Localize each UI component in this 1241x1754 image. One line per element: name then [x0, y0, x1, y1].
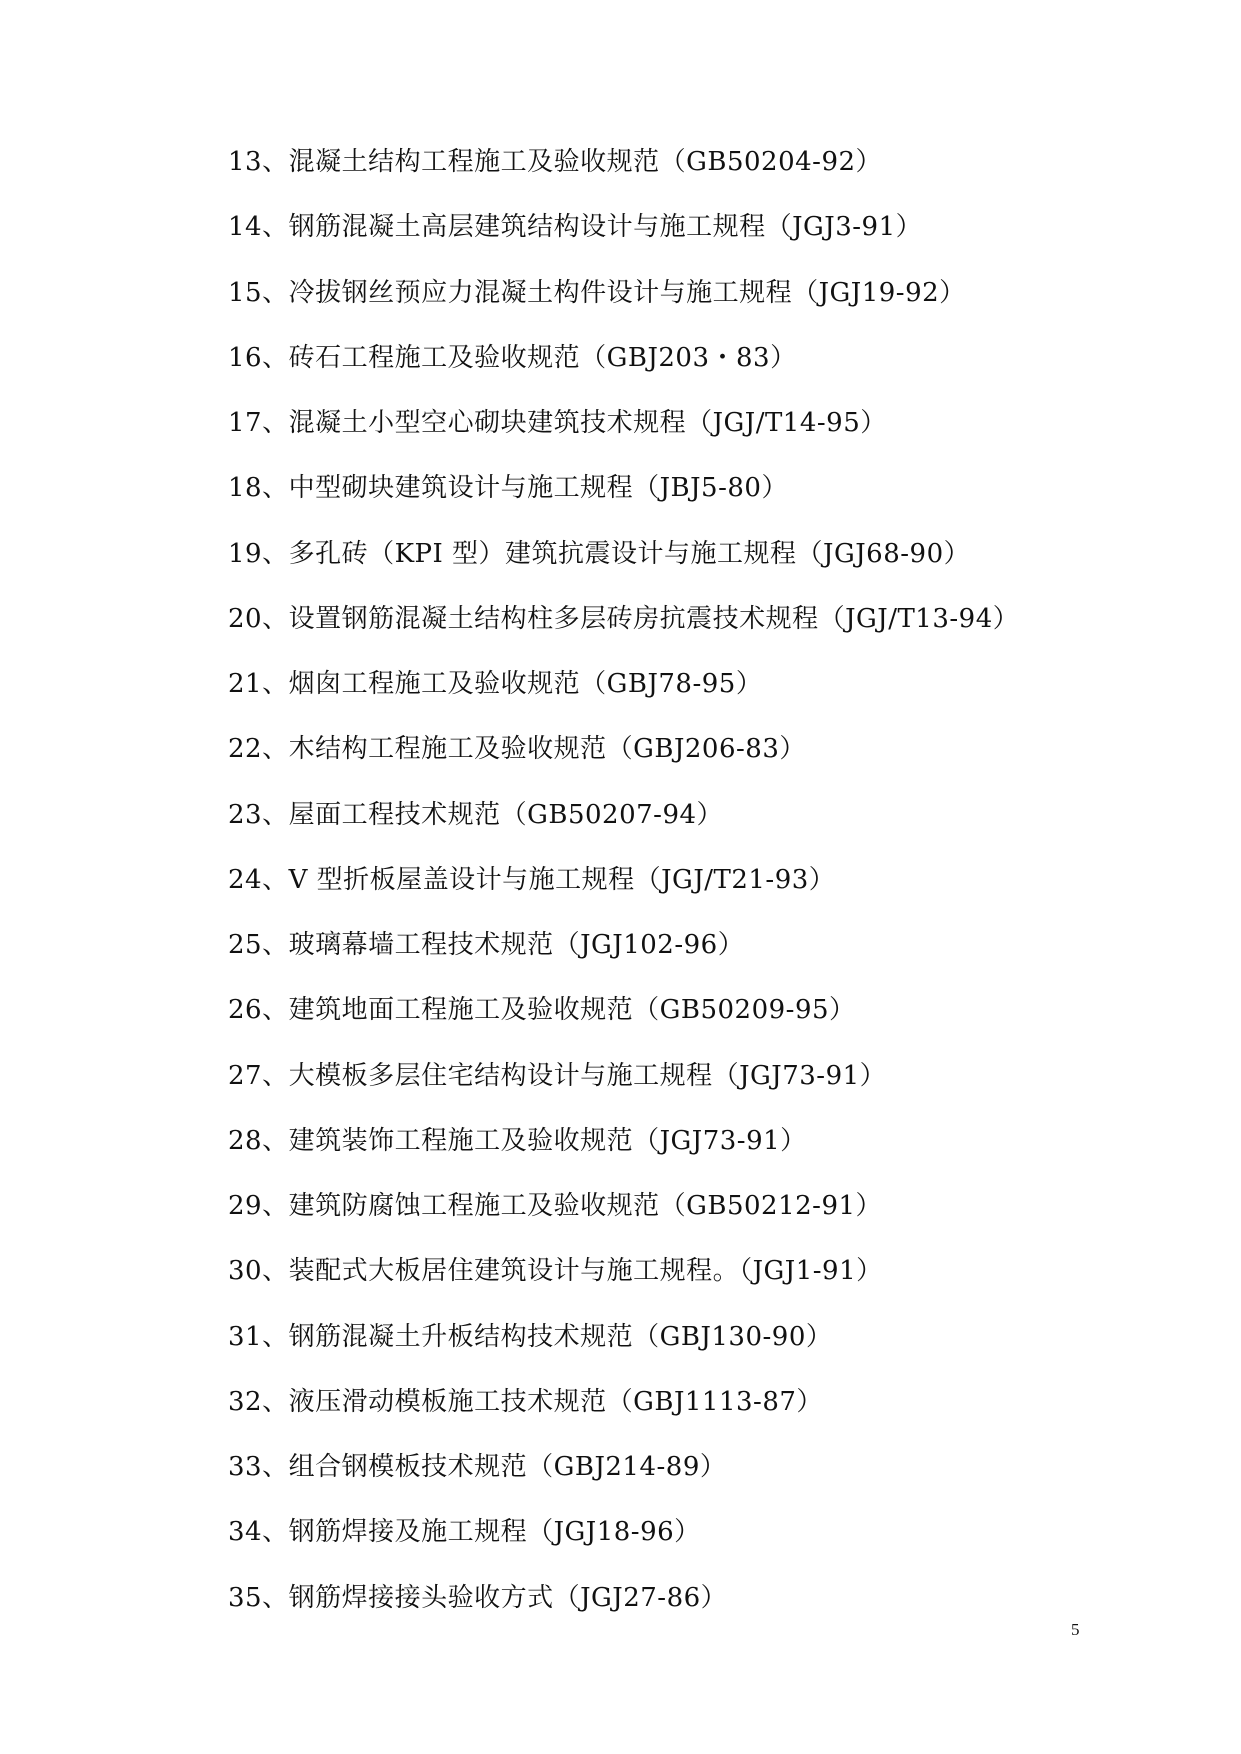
list-item: 13、混凝土结构工程施工及验收规范（GB50204-92） — [228, 147, 883, 177]
list-item: 35、钢筋焊接接头验收方式（JGJ27-86） — [228, 1582, 728, 1613]
list-item: 21、烟囱工程施工及验收规范（GBJ78-95） — [228, 669, 763, 699]
list-item: 17、混凝土小型空心砌块建筑技术规程（JGJ/T14-95） — [228, 408, 887, 438]
list-item: 31、钢筋混凝土升板结构技术规范（GBJ130-90） — [228, 1321, 833, 1352]
list-item: 34、钢筋焊接及施工规程（JGJ18-96） — [228, 1517, 701, 1548]
list-item: 27、大模板多层住宅结构设计与施工规程（JGJ73-91） — [228, 1060, 887, 1091]
list-item: 22、木结构工程施工及验收规范（GBJ206-83） — [228, 734, 806, 765]
list-item: 32、液压滑动模板施工技术规范（GBJ1113-87） — [228, 1386, 823, 1417]
list-item: 23、屋面工程技术规范（GB50207-94） — [228, 799, 724, 830]
list-item: 16、砖石工程施工及验收规范（GBJ203・83） — [228, 342, 797, 373]
list-item: 30、装配式大板居住建筑设计与施工规程。（JGJ1-91） — [228, 1256, 883, 1287]
list-item: 20、设置钢筋混凝土结构柱多层砖房抗震技术规程（JGJ/T13-94） — [228, 603, 1020, 634]
list-item: 28、建筑装饰工程施工及验收规范（JGJ73-91） — [228, 1125, 807, 1156]
list-item: 15、冷拔钢丝预应力混凝土构件设计与施工规程（JGJ19-92） — [228, 277, 966, 308]
list-item: 26、建筑地面工程施工及验收规范（GB50209-95） — [228, 995, 856, 1026]
list-item: 14、钢筋混凝土高层建筑结构设计与施工规程（JGJ3-91） — [228, 212, 923, 243]
list-item: 19、多孔砖（KPI 型）建筑抗震设计与施工规程（JGJ68-90） — [228, 538, 971, 569]
list-item: 33、组合钢模板技术规范（GBJ214-89） — [228, 1452, 727, 1482]
list-item: 24、V 型折板屋盖设计与施工规程（JGJ/T21-93） — [228, 864, 836, 895]
page-number: 5 — [1071, 1620, 1080, 1639]
standards-list — [228, 138, 1168, 1639]
list-item: 25、玻璃幕墙工程技术规范（JGJ102-96） — [228, 930, 745, 960]
list-item: 29、建筑防腐蚀工程施工及验收规范（GB50212-91） — [228, 1191, 883, 1221]
list-item: 18、中型砌块建筑设计与施工规程（JBJ5-80） — [228, 473, 788, 504]
